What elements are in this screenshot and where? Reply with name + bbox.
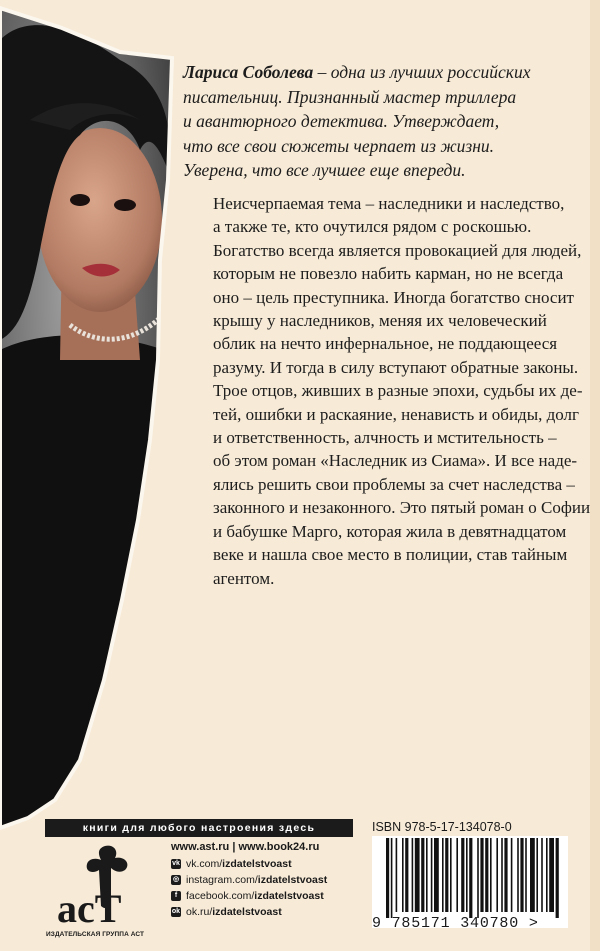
ast-logo <box>55 842 135 934</box>
annotation-line: тей, ошибки и раскаяние, ненависть и обиды, долг <box>213 404 579 424</box>
social-prefix: vk.com/ <box>186 858 223 870</box>
barcode-bar <box>556 838 559 918</box>
annotation-line: об этом роман «Наследник из Сиама». И все наде- <box>213 451 578 471</box>
barcode-bar <box>501 838 503 912</box>
barcode-bar <box>546 838 548 912</box>
social-link-vk[interactable] <box>171 856 327 872</box>
annotation-line: а также те, кто очутился рядом с роскошью. <box>213 217 532 237</box>
social-prefix: ok.ru/ <box>186 906 213 918</box>
barcode-bar <box>504 838 507 912</box>
annotation-line: оно – цель преступника. Иногда богатство сносит <box>213 287 574 307</box>
author-bio-line: – одна из лучших российских <box>317 62 531 82</box>
annotation-line: облик на нечто инфернальное, не поддающееся <box>213 334 558 354</box>
annotation-line: агентом. <box>213 568 275 588</box>
barcode-bar <box>541 838 543 912</box>
social-handle: izdatelstvoast <box>257 874 328 886</box>
barcode-bar <box>456 838 458 912</box>
annotation-line: Трое отцов, живших в разные эпохи, судьбы их де- <box>213 381 583 401</box>
barcode-bar <box>480 838 483 912</box>
annotation-line: разуму. И тогда в силу вступают обратные законы. <box>213 357 579 377</box>
author-name: Лариса Соболева <box>183 62 314 82</box>
annotation-line: и ответственность, алчность и мстительность – <box>213 428 557 448</box>
barcode-bar <box>445 838 448 912</box>
annotation-line: и бабушке Марго, которая жила в девятнадцатом <box>213 521 567 541</box>
barcode-bar <box>530 838 535 912</box>
social-prefix: facebook.com/ <box>186 890 255 902</box>
book-annotation <box>213 192 591 590</box>
odnoklassniki-icon: ok <box>171 908 181 915</box>
barcode-bar <box>391 838 393 918</box>
barcode-bar <box>405 838 408 912</box>
barcode-bar <box>431 838 433 912</box>
barcode-bar <box>511 838 513 912</box>
author-bio-line: что все свои сюжеты черпает из жизни. <box>183 135 495 156</box>
barcode-bar <box>485 838 488 912</box>
social-handle: izdatelstvoast <box>254 890 324 902</box>
barcode-bar <box>525 838 527 912</box>
vk-icon: vk <box>172 860 180 867</box>
facebook-icon: f <box>171 891 181 901</box>
annotation-line: Неисчерпаемая тема – наследники и наследство, <box>213 194 565 213</box>
social-link-instagram[interactable] <box>171 872 327 888</box>
instagram-icon: ◎ <box>172 876 180 883</box>
barcode-bar <box>461 838 464 912</box>
barcode-bar <box>442 838 444 912</box>
barcode-bar <box>386 838 389 918</box>
social-link-odnoklassniki[interactable] <box>171 904 327 920</box>
social-prefix: instagram.com/ <box>186 874 258 886</box>
author-bio-line: Уверена, что все лучшее еще впереди. <box>183 160 466 180</box>
barcode-bar <box>466 838 468 912</box>
publisher-websites[interactable]: www.ast.ru | www.book24.ru <box>171 841 320 853</box>
social-handle: izdatelstvoast <box>212 906 282 918</box>
annotation-line: Богатство всегда является провокацией для людей, <box>213 240 582 260</box>
barcode-bar <box>520 838 523 912</box>
author-bio-line: и авантюрного детектива. Утверждает, <box>183 111 500 131</box>
annotation-line: ялись решить свои проблемы за счет наследства – <box>213 474 575 494</box>
barcode-bar <box>450 838 452 912</box>
social-link-facebook[interactable] <box>171 888 327 904</box>
barcode-bar <box>517 838 519 912</box>
barcode-bar <box>421 838 424 912</box>
barcode-bar <box>415 838 420 912</box>
barcode-bar <box>412 838 414 912</box>
barcode-bar <box>496 838 498 912</box>
publisher-caption: ИЗДАТЕЛЬСКАЯ ГРУППА АСТ <box>46 931 145 938</box>
isbn-label: ISBN 978-5-17-134078-0 <box>372 820 512 834</box>
annotation-line: веке и нашла свое место в полиции, став тайным <box>213 545 568 565</box>
social-handle: izdatelstvoast <box>222 858 292 870</box>
barcode-bar <box>549 838 554 912</box>
barcode-bar <box>396 838 398 912</box>
annotation-line: законного и незаконного. Это пятый роман о Софии <box>213 498 591 518</box>
barcode-bar <box>426 838 428 912</box>
tagline-bar: книги для любого настроения здесь <box>45 819 353 837</box>
barcode-bar <box>536 838 538 912</box>
barcode-bar <box>490 838 492 912</box>
author-bio-line: писательниц. Признанный мастер триллера <box>183 86 517 107</box>
logo-text: acT <box>57 886 122 931</box>
barcode-bar <box>477 838 479 918</box>
barcode-bar <box>434 838 439 912</box>
social-links <box>171 856 327 920</box>
barcode-bar <box>402 838 404 912</box>
barcode-bar <box>469 838 472 918</box>
annotation-line: которым не повезло набить карман, но не всегда <box>213 264 564 284</box>
author-bio <box>183 60 543 183</box>
barcode-digits: 9 785171 340780 > <box>372 915 539 932</box>
annotation-line: крышу у наследников, меняя их человеческий <box>213 311 547 331</box>
